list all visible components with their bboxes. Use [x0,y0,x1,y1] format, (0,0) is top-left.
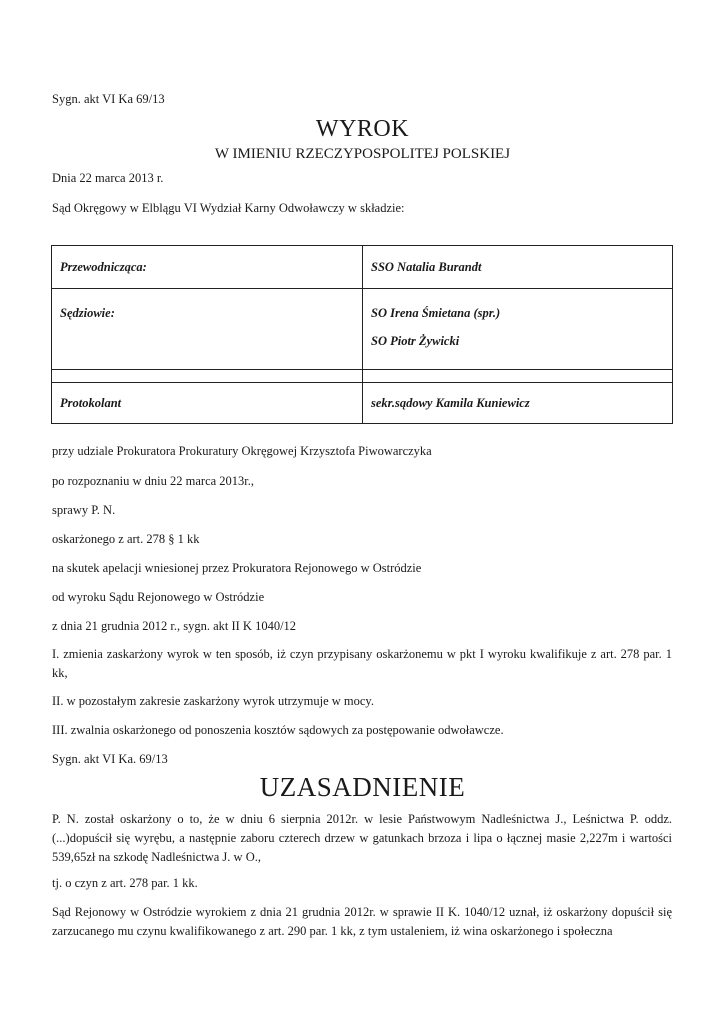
court-composition-table [51,245,673,424]
justification-title: UZASADNIENIE [259,772,466,802]
table-row-spacer [52,370,673,383]
judge-2: SO Piotr Żywicki [371,334,460,348]
justification-paragraph-1: P. N. został oskarżony o to, że w dniu 6 sierpnia 2012r. w lesie Państwowym Nadleśnictwa J., Leśnictwa P. oddz.(...)dopuścił się wyrębu, a następnie zaboru czterech drzew w gatunkach brzoza i lipa o łącznej masie 2,227m i wartości 539,65zł na szkodę Nadleśnictwa J. w O., [52,812,672,864]
judges-value [363,289,673,370]
case-signature-top: Sygn. akt VI Ka 69/13 [52,92,165,106]
verdict-subtitle: W IMIENIU RZECZYPOSPOLITEJ POLSKIEJ [214,146,511,162]
case-of-line: sprawy P. N. [52,503,116,517]
presiding-value: SSO Natalia Burandt [363,246,673,289]
judge-1: SO Irena Śmietana (spr.) [371,306,501,320]
clerk-label: Protokolant [52,383,363,424]
appeal-line: na skutek apelacji wniesionej przez Prokuratora Rejonowego w Ostródzie [52,561,422,575]
lower-court-date-line: z dnia 21 grudnia 2012 r., sygn. akt II K 1040/12 [52,619,297,633]
presiding-label: Przewodnicząca: [52,246,363,289]
ruling-point-3: III. zwalnia oskarżonego od ponoszenia kosztów sądowych za postępowanie odwoławcze. [52,723,504,737]
charged-line: oskarżonego z art. 278 § 1 kk [52,532,200,546]
verdict-date: Dnia 22 marca 2013 r. [52,171,164,185]
hearing-date-line: po rozpoznaniu w dniu 22 marca 2013r., [52,474,255,488]
table-row [52,289,673,370]
justification-paragraph-3: Sąd Rejonowy w Ostródzie wyrokiem z dnia 21 grudnia 2012r. w sprawie II K. 1040/12 uznał, iż oskarżony dopuścił się zarzucanego mu czynu kwalifikowanego z art. 290 par. 1 kk, z tym ustaleniem, iż wina oskarżonego i społeczna [52,905,672,938]
table-row [52,383,673,424]
prosecutor-line: przy udziale Prokuratora Prokuratury Okręgowej Krzysztofa Piwowarczyka [52,444,432,458]
clerk-value: sekr.sądowy Kamila Kuniewicz [363,383,673,424]
case-signature-bottom: Sygn. akt VI Ka. 69/13 [52,752,168,766]
court-composition-intro: Sąd Okręgowy w Elblągu VI Wydział Karny Odwoławczy w składzie: [52,201,405,215]
judges-label: Sędziowie: [52,289,363,370]
ruling-point-1: I. zmienia zaskarżony wyrok w ten sposób, iż czyn przypisany oskarżonemu w pkt I wyroku kwalifikuje z art. 278 par. 1 kk, [52,647,672,680]
justification-paragraph-2: tj. o czyn z art. 278 par. 1 kk. [52,876,198,890]
table-row [52,246,673,289]
verdict-title: WYROK [315,116,410,142]
lower-court-line: od wyroku Sądu Rejonowego w Ostródzie [52,590,265,604]
ruling-point-2: II. w pozostałym zakresie zaskarżony wyrok utrzymuje w mocy. [52,694,374,708]
